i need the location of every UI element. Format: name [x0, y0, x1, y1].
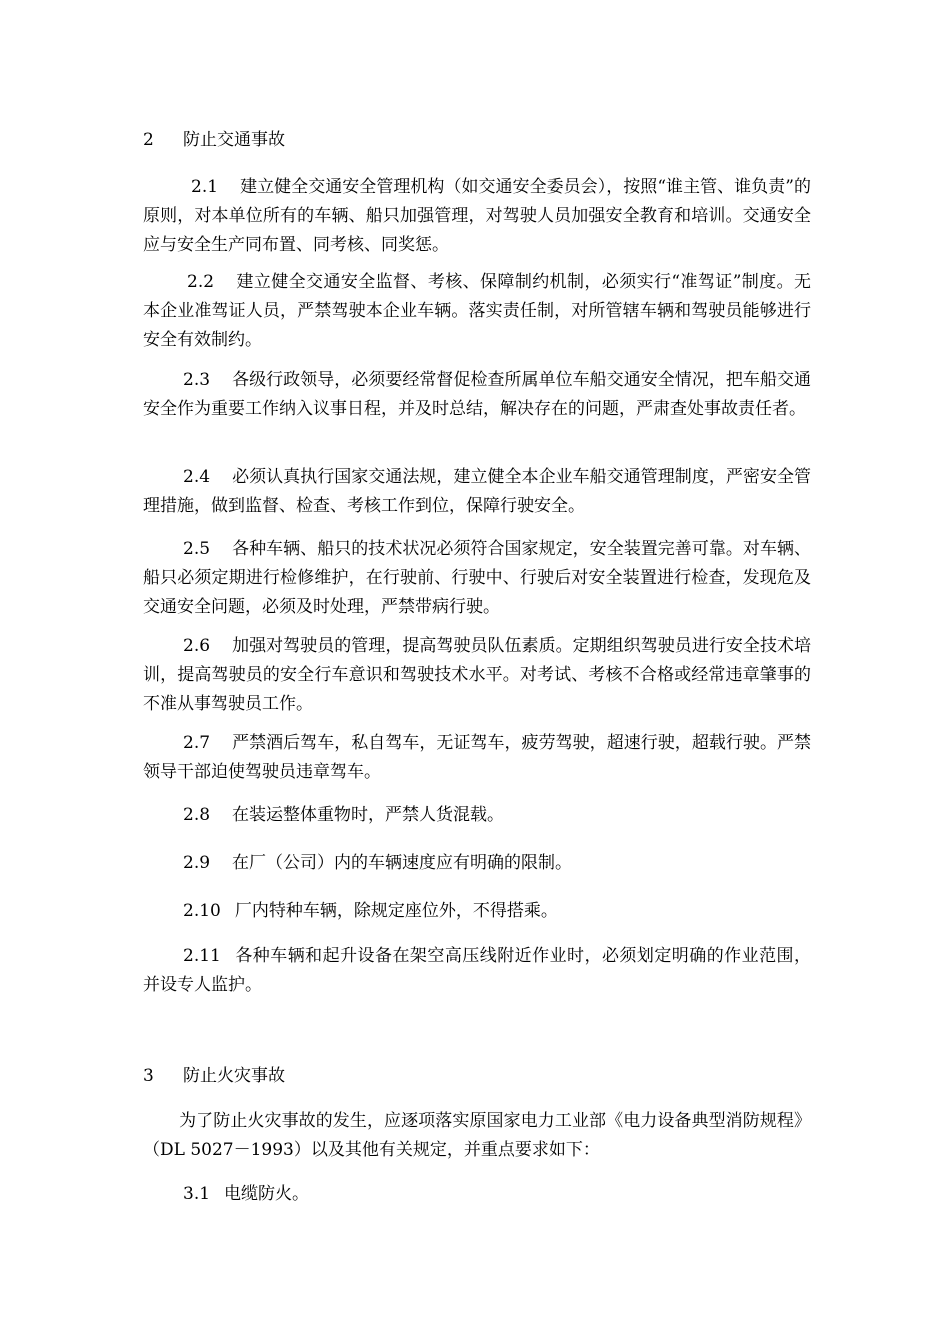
section-3-title: 防止火灾事故: [183, 1066, 285, 1086]
paragraph-2-7: [143, 729, 811, 787]
item-text: 电缆防火。: [224, 1184, 310, 1204]
item-text: 各级行政领导，必须要经常督促检查所属单位车船交通安全情况，把车船交通安全作为重要工作纳入议事日程，并及时总结，解决存在的问题，严肃查处事故责任者。: [143, 370, 811, 419]
section-2-title: 防止交通事故: [183, 130, 285, 150]
paragraph-2-11: [143, 942, 811, 1000]
item-text: 必须认真执行国家交通法规，建立健全本企业车船交通管理制度，严密安全管理措施，做到监督、检查、考核工作到位，保障行驶安全。: [143, 467, 811, 516]
intro-text: 为了防止火灾事故的发生，应逐项落实原国家电力工业部《电力设备典型消防规程》（DL 5027－1993）以及其他有关规定，并重点要求如下：: [143, 1111, 811, 1160]
item-text: 建立健全交通安全管理机构（如交通安全委员会），按照“谁主管、谁负责”的原则，对本单位所有的车辆、船只加强管理，对驾驶人员加强安全教育和培训。交通安全应与安全生产同布置、同考核、同奖惩。: [143, 177, 811, 255]
item-number: 3.1: [183, 1184, 211, 1204]
section-3-heading: [143, 1064, 285, 1088]
paragraph-2-8: [143, 801, 811, 830]
item-number: 2.3: [183, 370, 211, 390]
item-number: 2.10: [183, 901, 221, 921]
item-text: 厂内特种车辆，除规定座位外，不得搭乘。: [234, 901, 558, 921]
paragraph-3-intro: [143, 1107, 811, 1165]
item-number: 2.5: [183, 539, 211, 559]
paragraph-2-3: [143, 366, 811, 424]
section-3-number: 3: [143, 1066, 154, 1086]
section-2-number: 2: [143, 130, 154, 150]
paragraph-2-10: [143, 897, 811, 926]
item-text: 加强对驾驶员的管理，提高驾驶员队伍素质。定期组织驾驶员进行安全技术培训，提高驾驶员的安全行车意识和驾驶技术水平。对考试、考核不合格或经常违章肇事的不准从事驾驶员工作。: [143, 636, 811, 714]
paragraph-2-5: [143, 535, 811, 622]
item-text: 严禁酒后驾车，私自驾车，无证驾车，疲劳驾驶，超速行驶，超载行驶。严禁领导干部迫使驾驶员违章驾车。: [143, 733, 811, 782]
paragraph-2-9: [143, 849, 811, 878]
item-number: 2.6: [183, 636, 211, 656]
paragraph-2-1: [143, 173, 811, 260]
item-text: 在装运整体重物时，严禁人货混载。: [232, 805, 505, 825]
paragraph-2-4: [143, 463, 811, 521]
item-number: 2.11: [183, 946, 221, 966]
section-2-heading: [143, 128, 285, 152]
item-text: 建立健全交通安全监督、考核、保障制约机制，必须实行“准驾证”制度。无本企业准驾证人员，严禁驾驶本企业车辆。落实责任制，对所管辖车辆和驾驶员能够进行安全有效制约。: [143, 272, 811, 350]
item-number: 2.8: [183, 805, 211, 825]
item-number: 2.7: [183, 733, 211, 753]
item-number: 2.4: [183, 467, 211, 487]
item-text: 在厂（公司）内的车辆速度应有明确的限制。: [232, 853, 573, 873]
paragraph-2-6: [143, 632, 811, 719]
item-number: 2.2: [187, 272, 215, 292]
item-number: 2.9: [183, 853, 211, 873]
item-number: 2.1: [191, 177, 219, 197]
item-text: 各种车辆和起升设备在架空高压线附近作业时，必须划定明确的作业范围，并设专人监护。: [143, 946, 811, 995]
item-text: 各种车辆、船只的技术状况必须符合国家规定，安全装置完善可靠。对车辆、船只必须定期进行检修维护，在行驶前、行驶中、行驶后对安全装置进行检查，发现危及交通安全问题，必须及时处理，严禁带病行驶。: [143, 539, 811, 617]
paragraph-3-1: [143, 1180, 811, 1209]
paragraph-2-2: [143, 268, 811, 355]
